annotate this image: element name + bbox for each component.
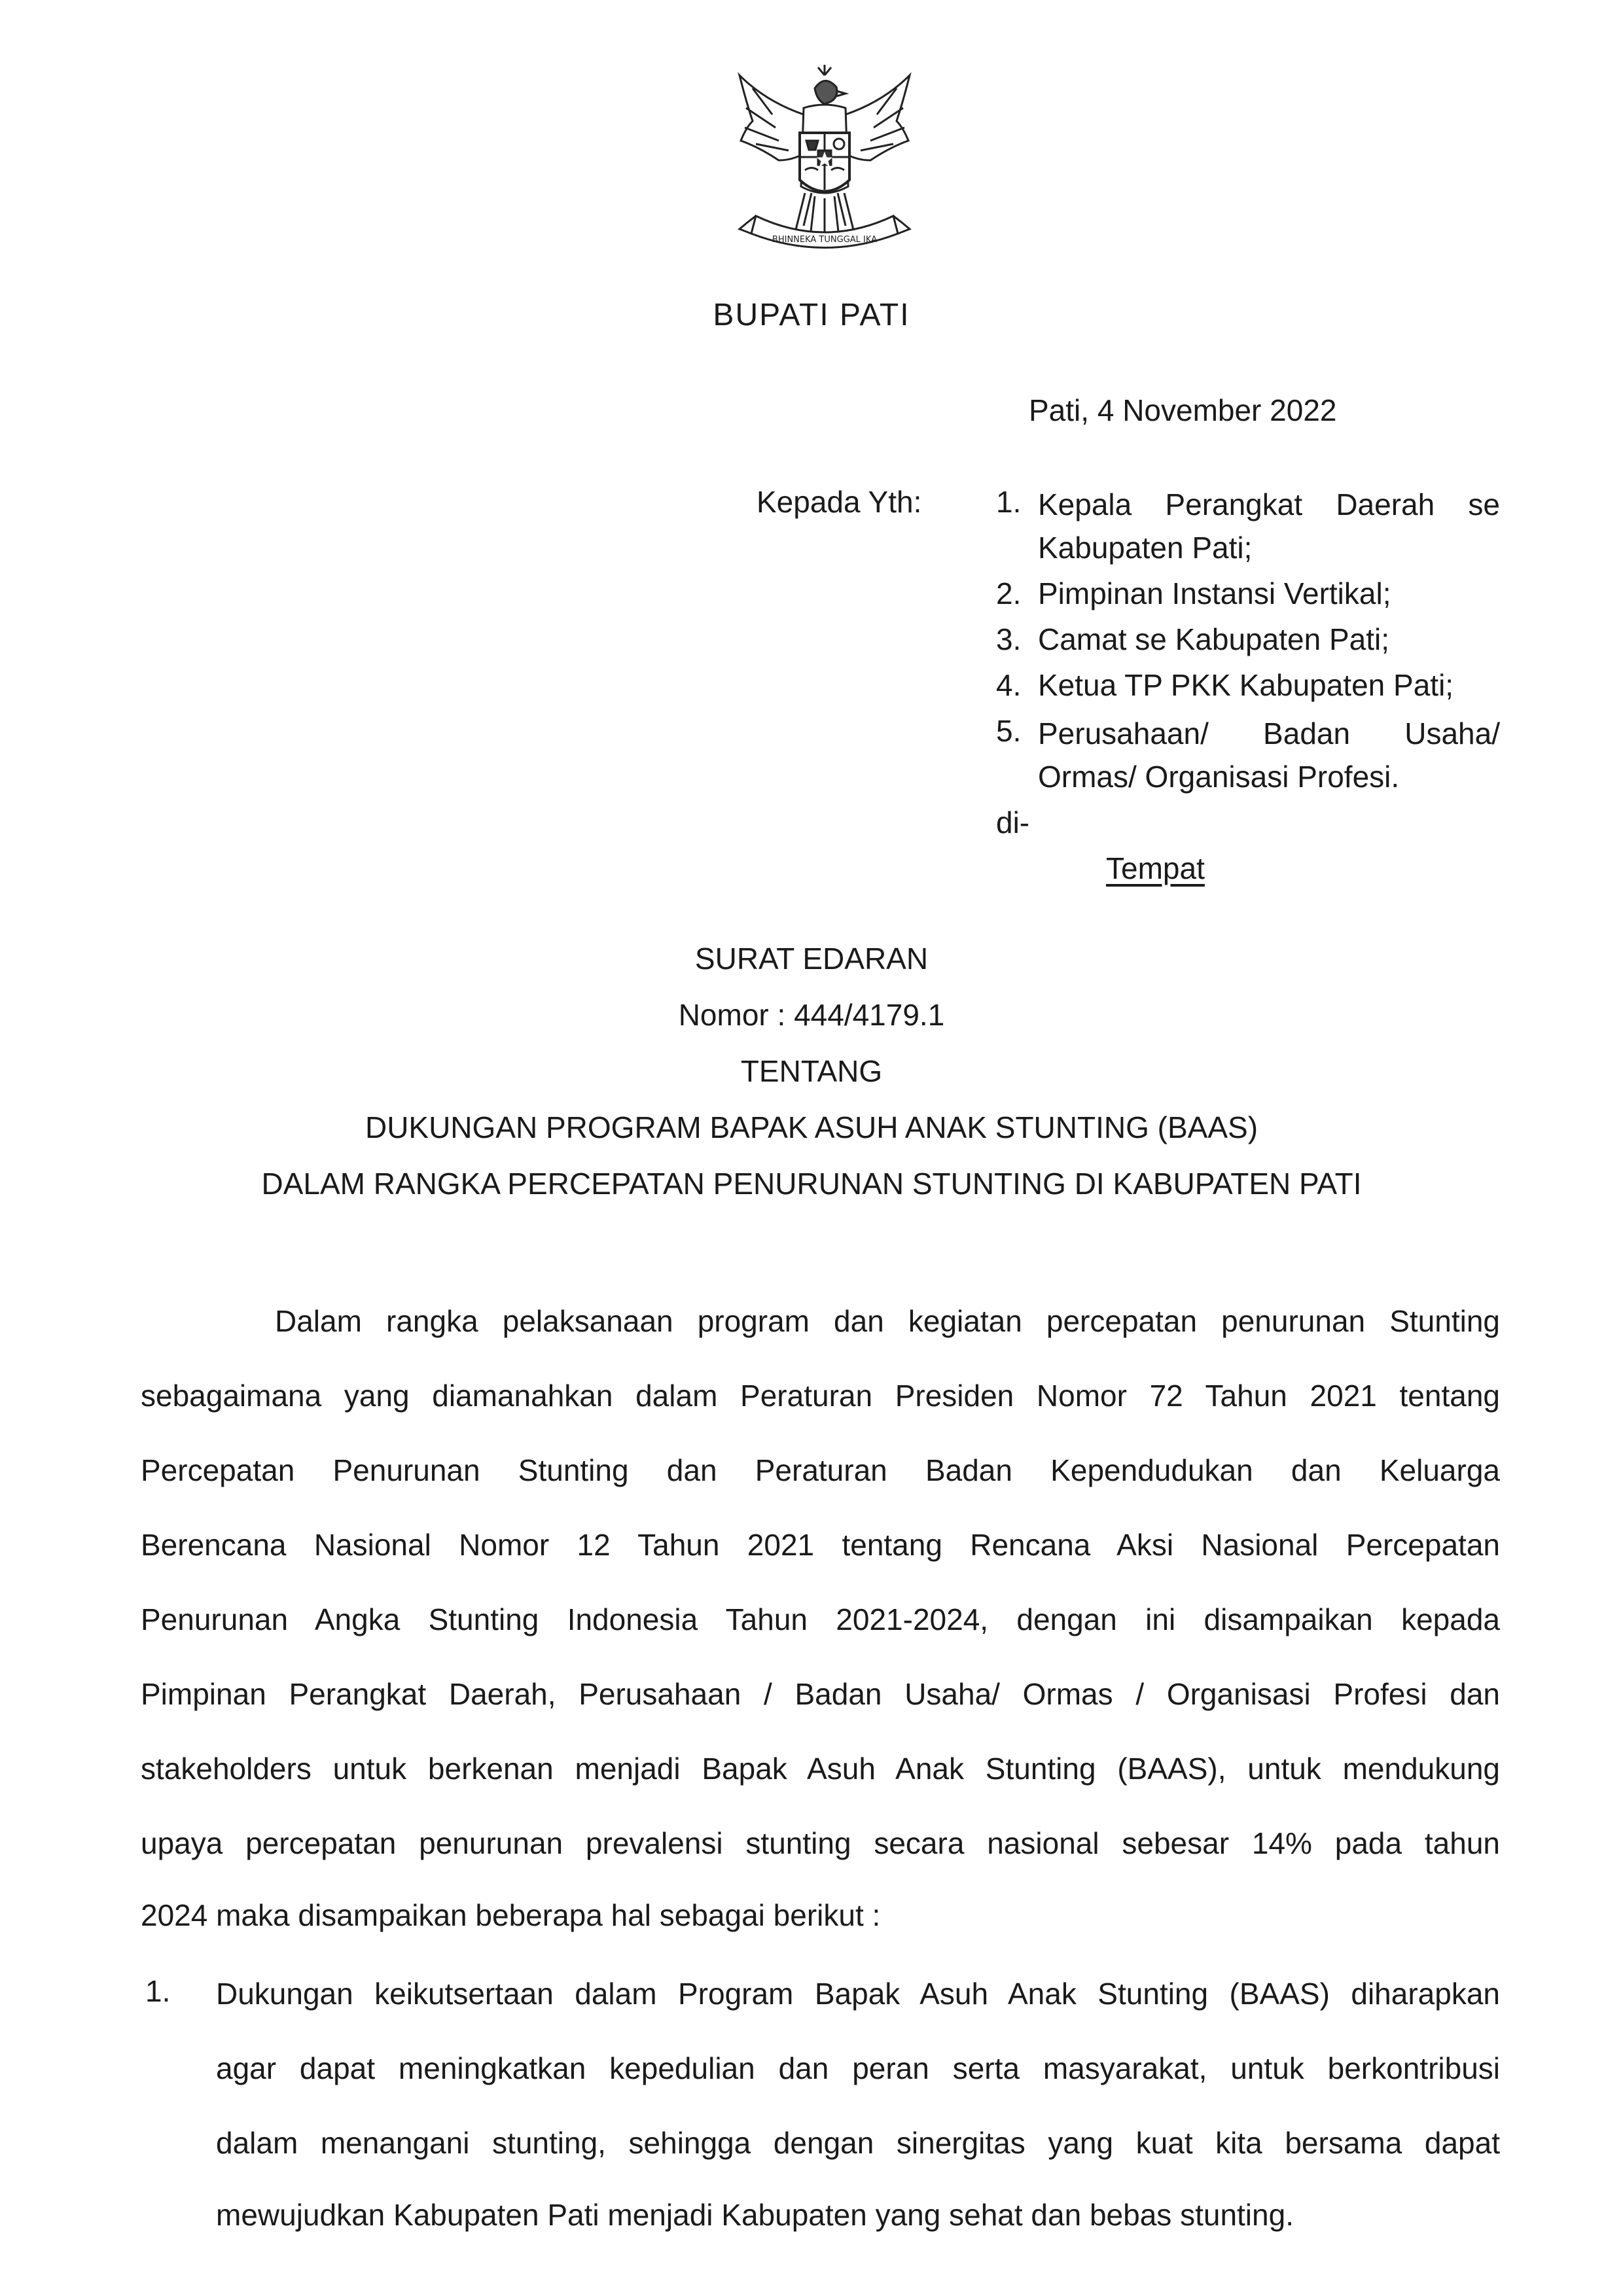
- body-line-8: upaya percepatan penurunan prevalensi stunting secara nasional sebesar 14% pada tahun: [141, 1826, 1500, 1860]
- recipient-item-5-line-2: Ormas/ Organisasi Profesi.: [1038, 760, 1400, 794]
- recipient-di: di-: [996, 805, 1030, 839]
- recipient-item-2-line-1: Pimpinan Instansi Vertikal;: [1038, 576, 1391, 610]
- point-1-line-4: mewujudkan Kabupaten Pati menjadi Kabupaten yang sehat dan bebas stunting.: [216, 2198, 1294, 2232]
- body-line-1: Dalam rangka pelaksanaan program dan kegiatan percepatan penurunan Stunting: [275, 1304, 1500, 1338]
- body-line-9: 2024 maka disampaikan beberapa hal sebagai berikut :: [141, 1898, 881, 1932]
- circular-subject-line-2: DALAM RANGKA PERCEPATAN PENURUNAN STUNTING DI KABUPATEN PATI: [261, 1167, 1362, 1201]
- point-1-line-3: dalam menangani stunting, sehingga dengan sinergitas yang kuat kita bersama dapat: [216, 2126, 1500, 2160]
- recipient-item-4-number: 4.: [996, 668, 1022, 702]
- body-line-2: sebagaimana yang diamanahkan dalam Peraturan Presiden Nomor 72 Tahun 2021 tentang: [141, 1379, 1500, 1413]
- circular-subject-line-1: DUKUNGAN PROGRAM BAPAK ASUH ANAK STUNTING (BAAS): [365, 1110, 1258, 1144]
- recipient-item-5-number: 5.: [996, 714, 1022, 748]
- letter-date: Pati, 4 November 2022: [1029, 393, 1337, 427]
- body-line-7: stakeholders untuk berkenan menjadi Bapak Asuh Anak Stunting (BAAS), untuk mendukung: [141, 1752, 1500, 1786]
- point-1-line-2: agar dapat meningkatkan kepedulian dan peran serta masyarakat, untuk berkontribusi: [216, 2051, 1500, 2085]
- point-1-line-1: Dukungan keikutsertaan dalam Program Bapak Asuh Anak Stunting (BAAS) diharapkan: [216, 1977, 1500, 2011]
- circular-about: TENTANG: [740, 1054, 883, 1088]
- recipient-item-4-line-1: Ketua TP PKK Kabupaten Pati;: [1038, 668, 1454, 702]
- recipient-label: Kepada Yth:: [757, 485, 922, 519]
- emblem-motto-text: BHINNEKA TUNGGAL IKA: [772, 235, 878, 245]
- body-line-5: Penurunan Angka Stunting Indonesia Tahun 2021-2024, dengan ini disampaikan kepada: [141, 1602, 1500, 1636]
- point-1-number: 1.: [145, 1974, 171, 2008]
- recipient-item-1-line-1: Kepala Perangkat Daerah se: [1038, 487, 1500, 521]
- circular-number: Nomor : 444/4179.1: [678, 998, 945, 1032]
- recipient-item-3-line-1: Camat se Kabupaten Pati;: [1038, 622, 1389, 656]
- page-title: BUPATI PATI: [713, 298, 910, 332]
- recipient-item-3-number: 3.: [996, 622, 1022, 656]
- body-line-4: Berencana Nasional Nomor 12 Tahun 2021 tentang Rencana Aksi Nasional Percepatan: [141, 1528, 1500, 1562]
- recipient-item-2-number: 2.: [996, 576, 1022, 610]
- recipient-item-5-line-1: Perusahaan/ Badan Usaha/: [1038, 716, 1500, 751]
- recipient-tempat: Tempat: [1106, 851, 1205, 885]
- circular-heading: SURAT EDARAN: [694, 942, 929, 976]
- recipient-item-1-number: 1.: [996, 485, 1022, 519]
- garuda-emblem-icon: [726, 62, 923, 272]
- body-line-3: Percepatan Penurunan Stunting dan Peraturan Badan Kependudukan dan Keluarga: [141, 1453, 1500, 1487]
- body-line-6: Pimpinan Perangkat Daerah, Perusahaan / Badan Usaha/ Ormas / Organisasi Profesi dan: [141, 1677, 1500, 1711]
- recipient-item-1-line-2: Kabupaten Pati;: [1038, 531, 1253, 565]
